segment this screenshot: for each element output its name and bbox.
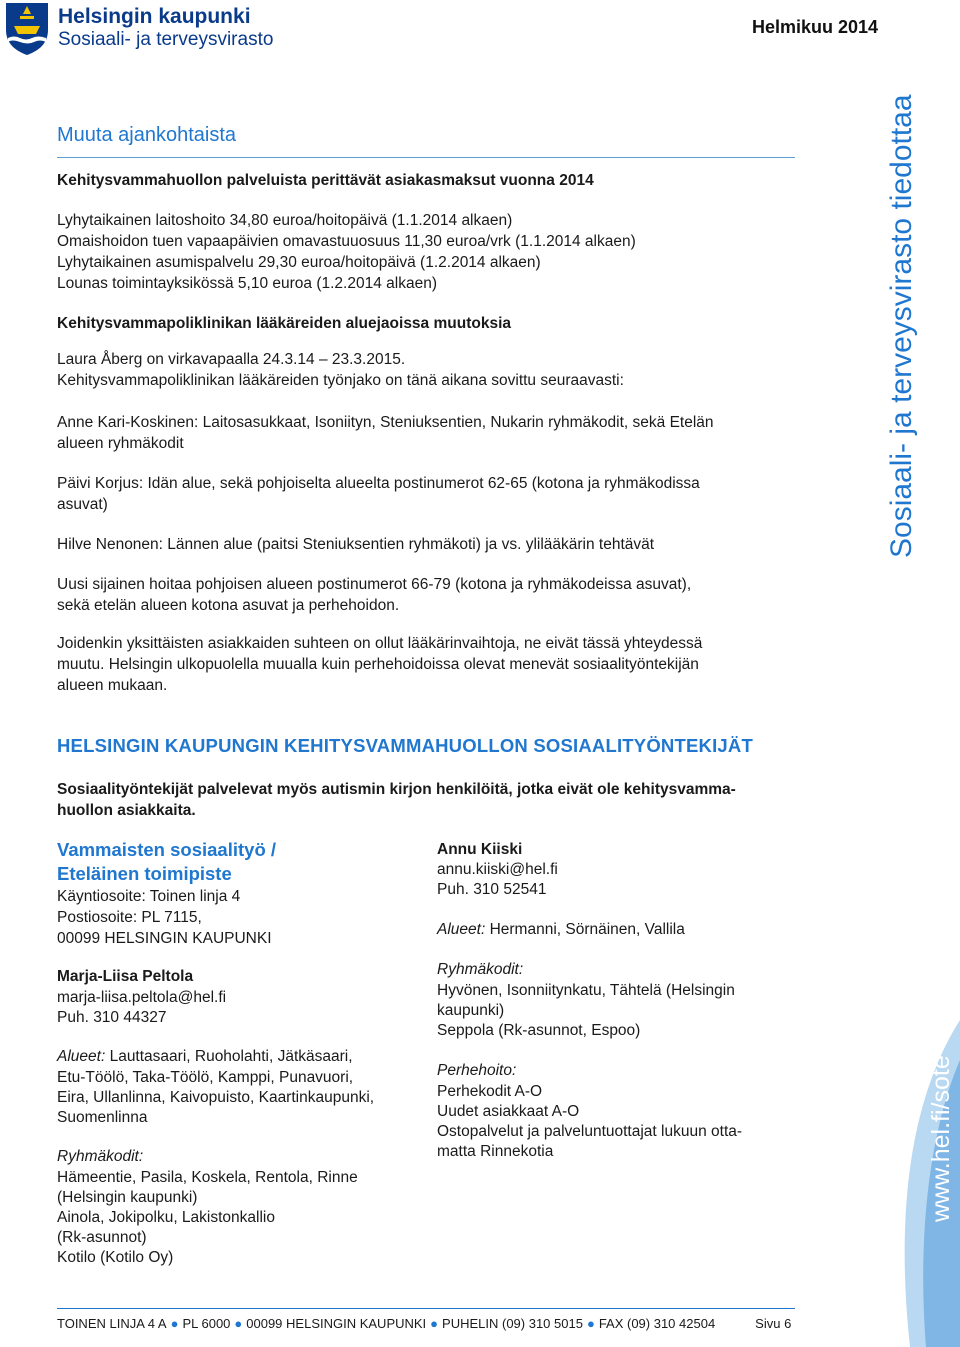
bullet-icon: ● <box>586 1316 595 1331</box>
areas-text: Lauttasaari, Ruoholahti, Jätkäsaari, <box>105 1048 353 1065</box>
areas-line: Etu-Töölö, Taka-Töölö, Kamppi, Punavuori, <box>57 1069 354 1086</box>
paragraph-joidenkin: muutu. Helsingin ulkopuolella muualla kuin perhehoidoissa olevat menevät sosiaalityöntekijän <box>57 656 699 673</box>
areas-line: Suomenlinna <box>57 1109 148 1126</box>
changes-intro: Laura Åberg on virkavapaalla 24.3.14 – 23.3.2015. <box>57 351 406 368</box>
areas-label: Alueet: <box>57 1048 106 1065</box>
office-title: Eteläinen toimipiste <box>57 863 232 884</box>
homes-line: Hyvönen, Isonniitynkatu, Tähtelä (Helsingin <box>437 982 735 999</box>
homes-line: Ainola, Jokipolku, Lakistonkallio <box>57 1209 275 1226</box>
section-divider <box>57 157 795 158</box>
paragraph-hilve: Hilve Nenonen: Lännen alue (paitsi Steniuksentien ryhmäkoti) ja vs. ylilääkärin tehtävät <box>57 536 655 553</box>
paragraph-anne: alueen ryhmäkodit <box>57 435 184 452</box>
footer <box>57 1316 791 1331</box>
social-intro: Sosiaalityöntekijät palvelevat myös autismin kirjon henkilöitä, jotka eivät ole kehitysvamma- <box>57 781 736 798</box>
social-workers-heading: HELSINGIN KAUPUNGIN KEHITYSVAMMAHUOLLON SOSIAALITYÖNTEKIJÄT <box>57 735 753 756</box>
social-intro: huollon asiakkaita. <box>57 802 196 819</box>
footer-city: 00099 HELSINGIN KAUPUNKI <box>246 1316 427 1331</box>
footer-divider <box>57 1308 795 1309</box>
bullet-icon: ● <box>234 1316 243 1331</box>
homes-line: (Helsingin kaupunki) <box>57 1189 198 1206</box>
paragraph-paivi: Päivi Korjus: Idän alue, sekä pohjoiselta alueelta postinumerot 62-65 (kotona ja ryhmäkodissa <box>57 475 700 492</box>
office-line: Käyntiosoite: Toinen linja 4 <box>57 888 241 905</box>
fee-line: Omaishoidon tuen vapaapäivien omavastuuosuus 11,30 euroa/vrk (1.1.2014 alkaen) <box>57 233 636 250</box>
org-name: Helsingin kaupunki <box>58 5 251 28</box>
paragraph-anne: Anne Kari-Koskinen: Laitosasukkaat, Isoniityn, Steniuksentien, Nukarin ryhmäkodit, sekä Etelän <box>57 414 714 431</box>
paragraph-joidenkin: alueen mukaan. <box>57 677 168 694</box>
changes-intro: Kehitysvammapoliklinikan lääkäreiden työnjako on tänä aikana sovittu seuraavasti: <box>57 372 624 389</box>
paragraph-uusi: sekä etelän alueen kotona asuvat ja perhehoidon. <box>57 597 400 614</box>
footer-address: TOINEN LINJA 4 A <box>57 1316 167 1331</box>
fees-title: Kehitysvammahuollon palveluista perittävät asiakasmaksut vuonna 2014 <box>57 172 594 189</box>
paragraph-joidenkin: Joidenkin yksittäisten asiakkaiden suhteen on ollut lääkärinvaihtoja, ne eivät tässä yhteydessä <box>57 635 703 652</box>
homes-line: Hämeentie, Pasila, Koskela, Rentola, Rinne <box>57 1169 358 1186</box>
side-title: Sosiaali- ja terveysvirasto tiedottaa <box>885 94 918 558</box>
homes-label: Ryhmäkodit: <box>57 1148 144 1165</box>
footer-box: PL 6000 <box>182 1316 231 1331</box>
side-url[interactable]: www.hel.fi/sote <box>927 1055 955 1222</box>
page-number: Sivu 6 <box>755 1316 792 1331</box>
worker-email[interactable]: annu.kiiski@hel.fi <box>437 861 558 878</box>
homes-line: Seppola (Rk-asunnot, Espoo) <box>437 1022 641 1039</box>
worker-phone: Puh. 310 44327 <box>57 1009 167 1026</box>
family-care-line: matta Rinnekotia <box>437 1143 554 1160</box>
office-line: Postiosoite: PL 7115, <box>57 909 202 926</box>
footer-fax: FAX (09) 310 42504 <box>598 1316 716 1331</box>
org-department: Sosiaali- ja terveysvirasto <box>58 29 274 50</box>
areas-line: Eira, Ullanlinna, Kaivopuisto, Kaartinkaupunki, <box>57 1089 375 1106</box>
family-care-label: Perhehoito: <box>437 1062 517 1079</box>
areas-label: Alueet: <box>437 921 486 938</box>
family-care-line: Ostopalvelut ja palveluntuottajat lukuun otta- <box>437 1123 743 1140</box>
worker-phone: Puh. 310 52541 <box>437 881 547 898</box>
footer-phone: PUHELIN (09) 310 5015 <box>442 1316 583 1331</box>
fee-line: Lyhytaikainen laitoshoito 34,80 euroa/hoitopäivä (1.1.2014 alkaen) <box>57 212 513 229</box>
office-title: Vammaisten sosiaalityö / <box>57 839 277 860</box>
homes-line: (Rk-asunnot) <box>57 1229 147 1246</box>
worker-email[interactable]: marja-liisa.peltola@hel.fi <box>57 989 227 1006</box>
issue-date: Helmikuu 2014 <box>752 17 879 37</box>
homes-line: Kotilo (Kotilo Oy) <box>57 1249 174 1266</box>
section-heading: Muuta ajankohtaista <box>57 124 237 146</box>
helsinki-crest-logo <box>2 0 52 56</box>
areas-line <box>57 1046 353 1067</box>
worker-name: Marja-Liisa Peltola <box>57 968 194 985</box>
family-care-line: Uudet asiakkaat A-O <box>437 1103 580 1120</box>
office-line: 00099 HELSINGIN KAUPUNKI <box>57 930 272 947</box>
family-care-line: Perhekodit A-O <box>437 1083 543 1100</box>
areas-line <box>437 919 685 940</box>
homes-line: kaupunki) <box>437 1002 505 1019</box>
bullet-icon: ● <box>430 1316 439 1331</box>
bullet-icon: ● <box>170 1316 179 1331</box>
fee-line: Lyhytaikainen asumispalvelu 29,30 euroa/hoitopäivä (1.2.2014 alkaen) <box>57 254 541 271</box>
changes-title: Kehitysvammapoliklinikan lääkäreiden aluejaoissa muutoksia <box>57 315 511 332</box>
paragraph-paivi: asuvat) <box>57 496 108 513</box>
paragraph-uusi: Uusi sijainen hoitaa pohjoisen alueen postinumerot 66-79 (kotona ja ryhmäkodeissa asuvat), <box>57 576 692 593</box>
worker-name: Annu Kiiski <box>437 841 523 858</box>
fee-line: Lounas toimintayksikössä 5,10 euroa (1.2.2014 alkaen) <box>57 275 437 292</box>
areas-text: Hermanni, Sörnäinen, Vallila <box>485 921 685 938</box>
homes-label: Ryhmäkodit: <box>437 961 524 978</box>
